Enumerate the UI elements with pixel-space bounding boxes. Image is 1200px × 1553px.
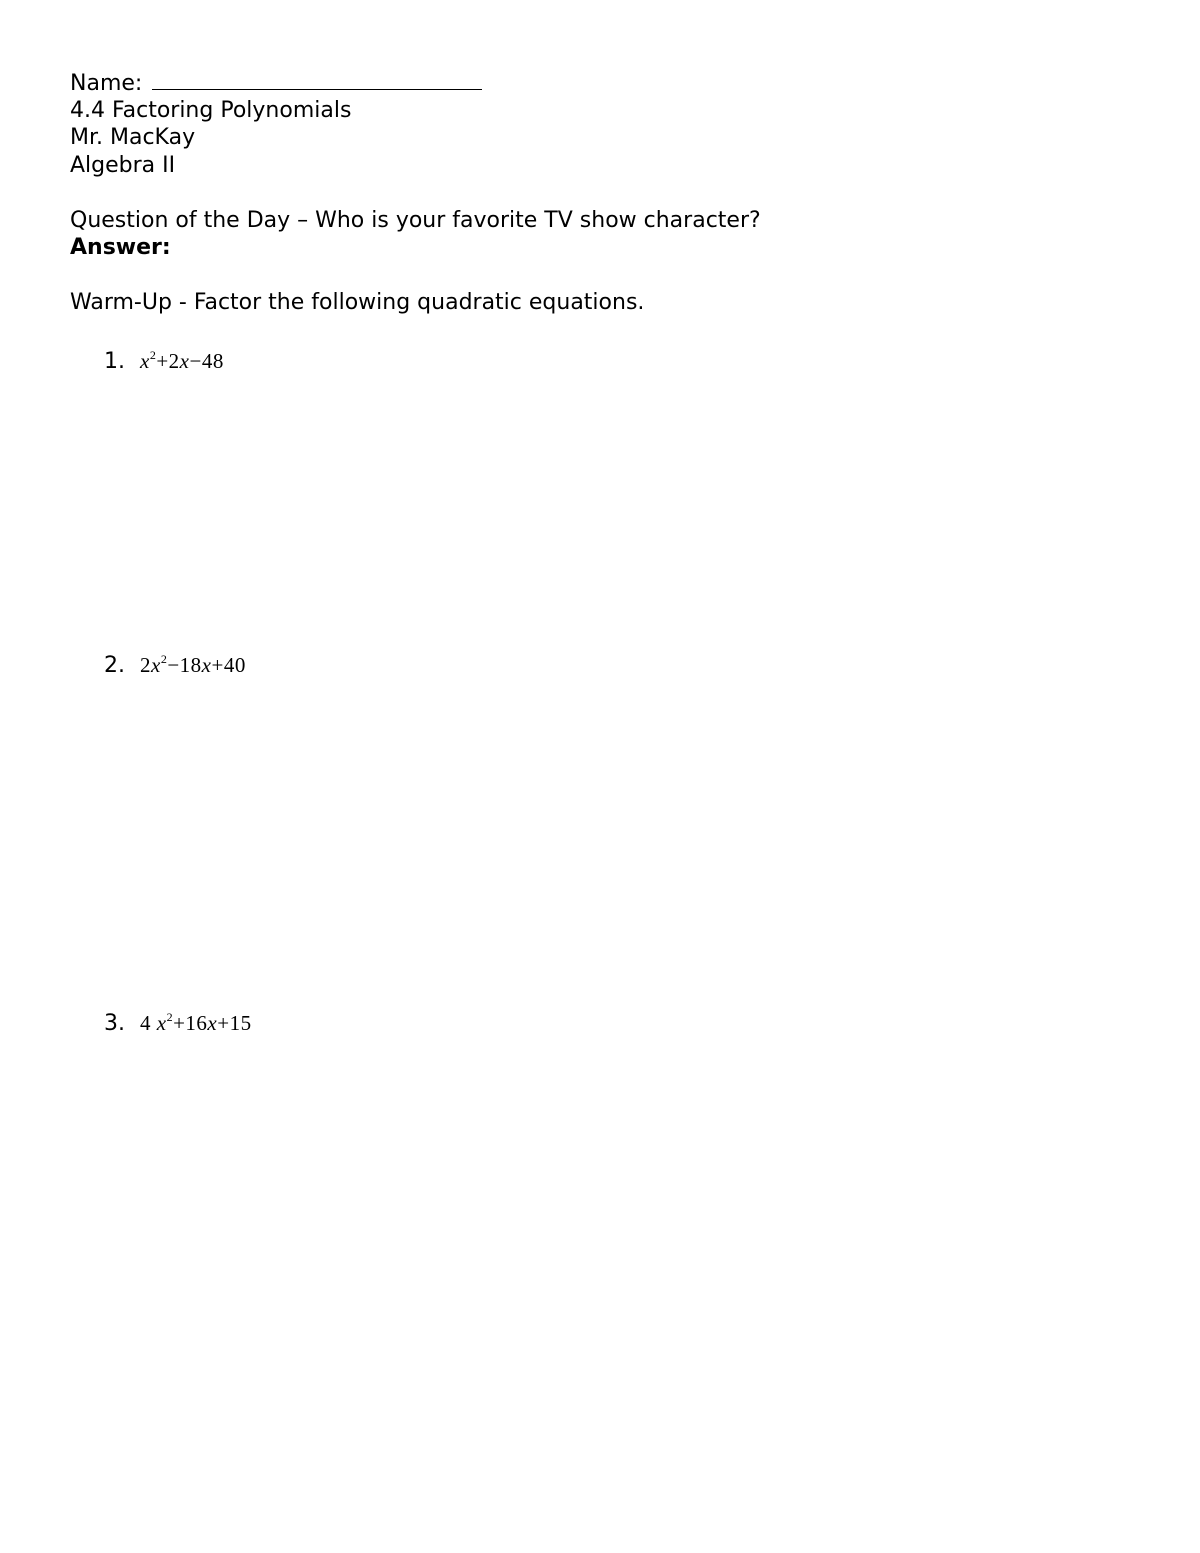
teacher-name: Mr. MacKay (70, 125, 196, 150)
problem-1 (104, 347, 224, 376)
variable: x (156, 1011, 167, 1035)
problem-expression (140, 653, 246, 677)
expression-term: +15 (217, 1011, 252, 1035)
warmup-instructions: Warm-Up - Factor the following quadratic equations. (70, 290, 645, 315)
exponent: 2 (160, 652, 168, 666)
expression-term: +2 (156, 349, 180, 373)
worksheet-title: 4.4 Factoring Polynomials (70, 98, 352, 123)
expression-term: −18 (167, 653, 202, 677)
expression-term: 2 (140, 653, 151, 677)
problem-expression (140, 349, 224, 373)
exponent: 2 (149, 348, 157, 362)
name-line (70, 70, 482, 98)
expression-term: +16 (173, 1011, 208, 1035)
problem-number: 2. (104, 653, 125, 678)
variable: x (179, 349, 190, 373)
name-label: Name: (70, 71, 143, 96)
answer-label: Answer: (70, 235, 171, 260)
problem-3 (104, 1009, 252, 1038)
variable: x (201, 653, 212, 677)
variable: x (140, 349, 150, 373)
problem-expression (140, 1011, 252, 1035)
problem-2 (104, 651, 246, 680)
problem-number: 1. (104, 349, 125, 374)
exponent: 2 (166, 1010, 174, 1024)
expression-term: 4 (140, 1011, 157, 1035)
question-of-day: Question of the Day – Who is your favorite TV show character? (70, 208, 761, 233)
course-name: Algebra II (70, 153, 176, 178)
problem-number: 3. (104, 1011, 125, 1036)
variable: x (207, 1011, 218, 1035)
expression-term: −48 (189, 349, 224, 373)
expression-term: +40 (211, 653, 246, 677)
name-blank-field[interactable] (152, 71, 482, 90)
variable: x (151, 653, 161, 677)
